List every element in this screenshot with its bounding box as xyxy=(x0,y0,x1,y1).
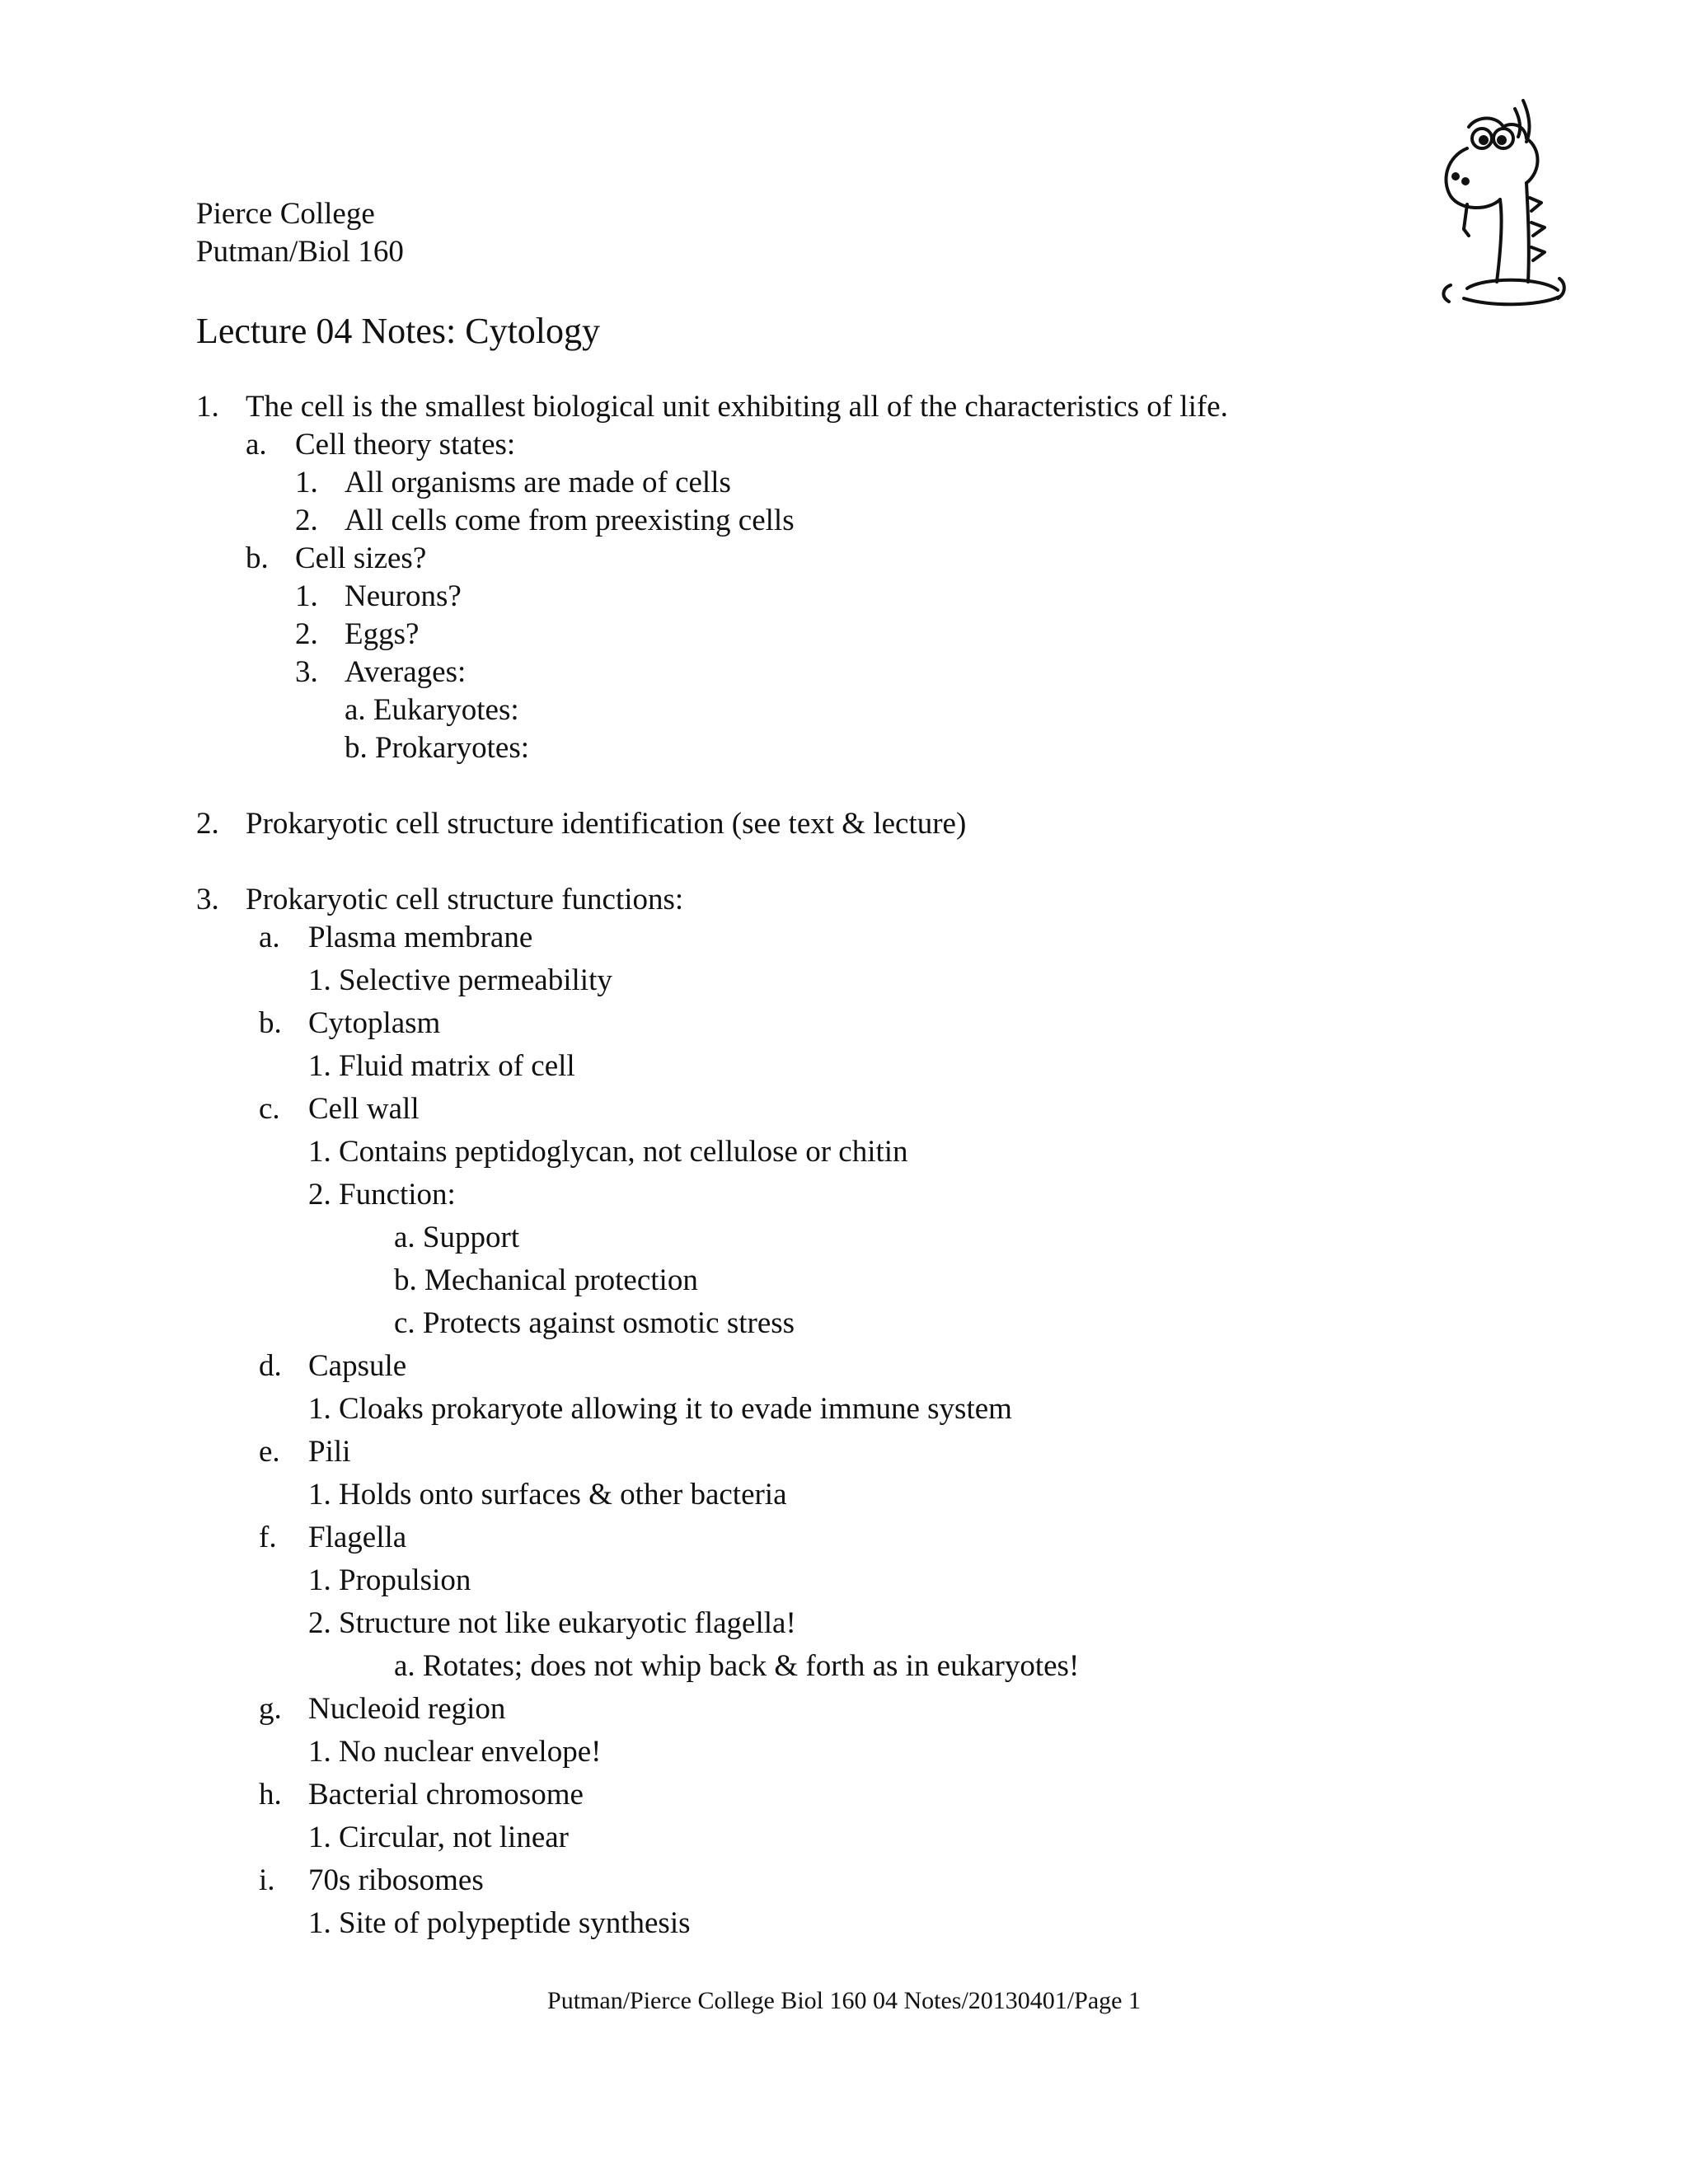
item-3c-text: Cell wall xyxy=(308,1092,420,1126)
item-1b-marker: b. xyxy=(246,541,269,575)
item-3c-marker: c. xyxy=(259,1092,280,1126)
item-3d1-text: 1. Cloaks prokaryote allowing it to evade immune system xyxy=(308,1392,1012,1426)
item-3b1-text: 1. Fluid matrix of cell xyxy=(308,1049,575,1083)
item-3c1-text: 1. Contains peptidoglycan, not cellulose or chitin xyxy=(308,1135,908,1169)
dragon-mascot-icon xyxy=(1418,91,1566,321)
item-3c2-text: 2. Function: xyxy=(308,1178,456,1212)
item-1a-text: Cell theory states: xyxy=(295,428,516,462)
item-3f-text: Flagella xyxy=(308,1521,407,1554)
item-1a1-text: All organisms are made of cells xyxy=(345,466,731,499)
item-1b2-text: Eggs? xyxy=(345,617,420,651)
item-3e-text: Pili xyxy=(308,1435,351,1469)
item-3f2-text: 2. Structure not like eukaryotic flagella! xyxy=(308,1606,796,1640)
item-1b3-number: 3. xyxy=(295,655,318,689)
item-1b-text: Cell sizes? xyxy=(295,541,427,575)
item-3i-text: 70s ribosomes xyxy=(308,1863,484,1897)
item-3e1-text: 1. Holds onto surfaces & other bacteria xyxy=(308,1478,787,1511)
item-1a2-number: 2. xyxy=(295,504,318,537)
item-3c2c-text: c. Protects against osmotic stress xyxy=(394,1306,795,1340)
item-1b2-number: 2. xyxy=(295,617,318,651)
item-3i-marker: i. xyxy=(259,1863,275,1897)
item-3g-text: Nucleoid region xyxy=(308,1692,506,1726)
item-3h1-text: 1. Circular, not linear xyxy=(308,1821,569,1854)
page-footer: Putman/Pierce College Biol 160 04 Notes/20130401/Page 1 xyxy=(547,1987,1141,2014)
item-2-number: 2. xyxy=(196,807,219,841)
item-3b-marker: b. xyxy=(259,1006,282,1040)
item-1b1-text: Neurons? xyxy=(345,579,462,613)
item-1b3a-text: a. Eukaryotes: xyxy=(345,693,519,727)
item-3f1-text: 1. Propulsion xyxy=(308,1563,471,1597)
item-3e-marker: e. xyxy=(259,1435,280,1469)
item-3i1-text: 1. Site of polypeptide synthesis xyxy=(308,1906,691,1940)
item-1a-marker: a. xyxy=(246,428,267,462)
item-3h-text: Bacterial chromosome xyxy=(308,1778,584,1811)
item-2-text: Prokaryotic cell structure identification (see text & lecture) xyxy=(246,807,967,841)
item-3c2b-text: b. Mechanical protection xyxy=(394,1263,698,1297)
item-3d-text: Capsule xyxy=(308,1349,407,1383)
item-3c2a-text: a. Support xyxy=(394,1221,520,1254)
item-1a1-number: 1. xyxy=(295,466,318,499)
item-3g-marker: g. xyxy=(259,1692,282,1726)
institution-name: Pierce College xyxy=(196,197,375,231)
item-3a-marker: a. xyxy=(259,921,280,954)
item-3d-marker: d. xyxy=(259,1349,282,1383)
item-1-text: The cell is the smallest biological unit exhibiting all of the characteristics of life. xyxy=(246,390,1228,424)
item-3a-text: Plasma membrane xyxy=(308,921,533,954)
item-1b3-text: Averages: xyxy=(345,655,467,689)
item-3h-marker: h. xyxy=(259,1778,282,1811)
item-1a2-text: All cells come from preexisting cells xyxy=(345,504,795,537)
item-3a1-text: 1. Selective permeability xyxy=(308,963,612,997)
item-1b1-number: 1. xyxy=(295,579,318,613)
item-3-text: Prokaryotic cell structure functions: xyxy=(246,883,684,916)
page-title: Lecture 04 Notes: Cytology xyxy=(196,311,601,351)
item-3f2a-text: a. Rotates; does not whip back & forth as in eukaryotes! xyxy=(394,1649,1080,1683)
item-3-number: 3. xyxy=(196,883,219,916)
item-1-number: 1. xyxy=(196,390,219,424)
item-3b-text: Cytoplasm xyxy=(308,1006,441,1040)
item-1b3b-text: b. Prokaryotes: xyxy=(345,731,530,765)
item-3g1-text: 1. No nuclear envelope! xyxy=(308,1735,602,1769)
item-3f-marker: f. xyxy=(259,1521,277,1554)
course-name: Putman/Biol 160 xyxy=(196,235,404,269)
